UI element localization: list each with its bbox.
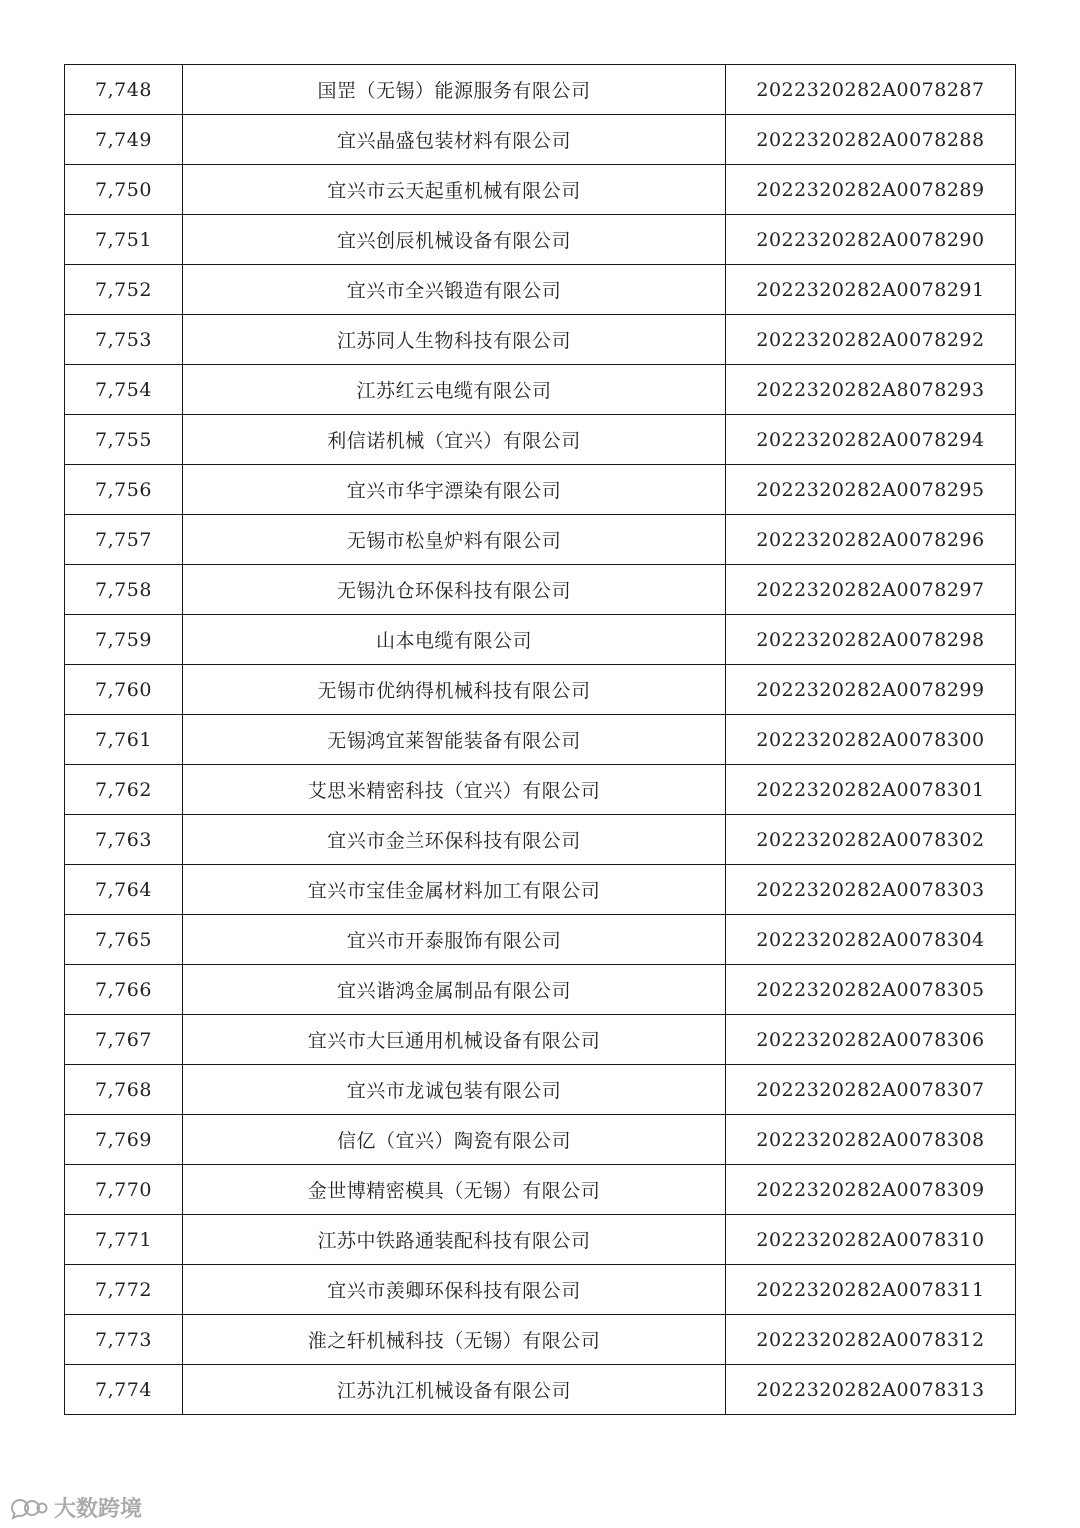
registration-code: 2022320282A0078289 [726,165,1016,215]
company-name: 宜兴市羡卿环保科技有限公司 [183,1265,726,1315]
registration-code: 2022320282A0078300 [726,715,1016,765]
company-name: 无锡鸿宜莱智能装备有限公司 [183,715,726,765]
company-name: 宜兴市龙诚包装有限公司 [183,1065,726,1115]
company-name: 宜兴市全兴锻造有限公司 [183,265,726,315]
company-name: 江苏同人生物科技有限公司 [183,315,726,365]
registration-code: 2022320282A0078296 [726,515,1016,565]
registration-code: 2022320282A0078299 [726,665,1016,715]
company-name: 宜兴市大巨通用机械设备有限公司 [183,1015,726,1065]
table-row [65,65,1016,115]
table-row [65,965,1016,1015]
registration-code: 2022320282A0078295 [726,465,1016,515]
row-number: 7,763 [65,815,183,865]
company-name: 宜兴市华宇漂染有限公司 [183,465,726,515]
row-number: 7,773 [65,1315,183,1365]
row-number: 7,767 [65,1015,183,1065]
row-number: 7,755 [65,415,183,465]
company-name: 江苏氿江机械设备有限公司 [183,1365,726,1415]
row-number: 7,757 [65,515,183,565]
table-row [65,715,1016,765]
registration-code: 2022320282A0078292 [726,315,1016,365]
row-number: 7,753 [65,315,183,365]
chat-bubbles-icon [8,1496,48,1520]
registration-code: 2022320282A8078293 [726,365,1016,415]
table-row [65,915,1016,965]
registration-code: 2022320282A0078304 [726,915,1016,965]
row-number: 7,771 [65,1215,183,1265]
registration-code: 2022320282A0078305 [726,965,1016,1015]
table-row [65,165,1016,215]
table-row [65,815,1016,865]
row-number: 7,762 [65,765,183,815]
company-name: 宜兴市开泰服饰有限公司 [183,915,726,965]
registration-code: 2022320282A0078298 [726,615,1016,665]
table-row [65,1215,1016,1265]
table-row [65,315,1016,365]
table-row [65,765,1016,815]
watermark-text: 大数跨境 [54,1497,143,1522]
table-body [65,65,1016,1415]
row-number: 7,769 [65,1115,183,1165]
row-number: 7,759 [65,615,183,665]
company-name: 宜兴晶盛包装材料有限公司 [183,115,726,165]
table-row [65,515,1016,565]
row-number: 7,770 [65,1165,183,1215]
company-name: 金世博精密模具（无锡）有限公司 [183,1165,726,1215]
row-number: 7,772 [65,1265,183,1315]
company-name: 江苏红云电缆有限公司 [183,365,726,415]
table-row [65,1165,1016,1215]
watermark [8,1492,142,1523]
registration-code: 2022320282A0078312 [726,1315,1016,1365]
row-number: 7,766 [65,965,183,1015]
table-row [65,265,1016,315]
registration-code: 2022320282A0078291 [726,265,1016,315]
table-row [65,1115,1016,1165]
row-number: 7,764 [65,865,183,915]
company-name: 宜兴市金兰环保科技有限公司 [183,815,726,865]
row-number: 7,760 [65,665,183,715]
table-row [65,1015,1016,1065]
company-name: 淮之轩机械科技（无锡）有限公司 [183,1315,726,1365]
row-number: 7,761 [65,715,183,765]
table-row [65,115,1016,165]
table-row [65,565,1016,615]
company-name: 无锡市优纳得机械科技有限公司 [183,665,726,715]
row-number: 7,758 [65,565,183,615]
table-row [65,1315,1016,1365]
row-number: 7,752 [65,265,183,315]
registration-code: 2022320282A0078310 [726,1215,1016,1265]
company-name: 宜兴创辰机械设备有限公司 [183,215,726,265]
company-name: 利信诺机械（宜兴）有限公司 [183,415,726,465]
company-name: 宜兴市宝佳金属材料加工有限公司 [183,865,726,915]
row-number: 7,751 [65,215,183,265]
registration-code: 2022320282A0078313 [726,1365,1016,1415]
registration-code: 2022320282A0078306 [726,1015,1016,1065]
table-row [65,665,1016,715]
row-number: 7,768 [65,1065,183,1115]
table-row [65,1265,1016,1315]
row-number: 7,750 [65,165,183,215]
row-number: 7,748 [65,65,183,115]
company-name: 国罡（无锡）能源服务有限公司 [183,65,726,115]
company-name: 宜兴市云天起重机械有限公司 [183,165,726,215]
row-number: 7,774 [65,1365,183,1415]
table-row [65,215,1016,265]
registration-code: 2022320282A0078287 [726,65,1016,115]
table-row [65,365,1016,415]
company-registry-table [64,64,1016,1415]
row-number: 7,749 [65,115,183,165]
registration-code: 2022320282A0078307 [726,1065,1016,1115]
registration-code: 2022320282A0078308 [726,1115,1016,1165]
table-row [65,465,1016,515]
company-name: 无锡市松皇炉料有限公司 [183,515,726,565]
table-row [65,1365,1016,1415]
registration-code: 2022320282A0078309 [726,1165,1016,1215]
registration-code: 2022320282A0078301 [726,765,1016,815]
company-name: 江苏中铁路通装配科技有限公司 [183,1215,726,1265]
row-number: 7,754 [65,365,183,415]
table-row [65,415,1016,465]
company-name: 信亿（宜兴）陶瓷有限公司 [183,1115,726,1165]
registration-code: 2022320282A0078303 [726,865,1016,915]
registration-code: 2022320282A0078302 [726,815,1016,865]
table-row [65,1065,1016,1115]
table-row [65,615,1016,665]
registration-code: 2022320282A0078294 [726,415,1016,465]
company-name: 宜兴谐鸿金属制品有限公司 [183,965,726,1015]
company-name: 艾思米精密科技（宜兴）有限公司 [183,765,726,815]
company-name: 无锡氿仓环保科技有限公司 [183,565,726,615]
registration-code: 2022320282A0078297 [726,565,1016,615]
table-row [65,865,1016,915]
row-number: 7,756 [65,465,183,515]
registration-code: 2022320282A0078288 [726,115,1016,165]
row-number: 7,765 [65,915,183,965]
registration-code: 2022320282A0078290 [726,215,1016,265]
registration-code: 2022320282A0078311 [726,1265,1016,1315]
company-name: 山本电缆有限公司 [183,615,726,665]
